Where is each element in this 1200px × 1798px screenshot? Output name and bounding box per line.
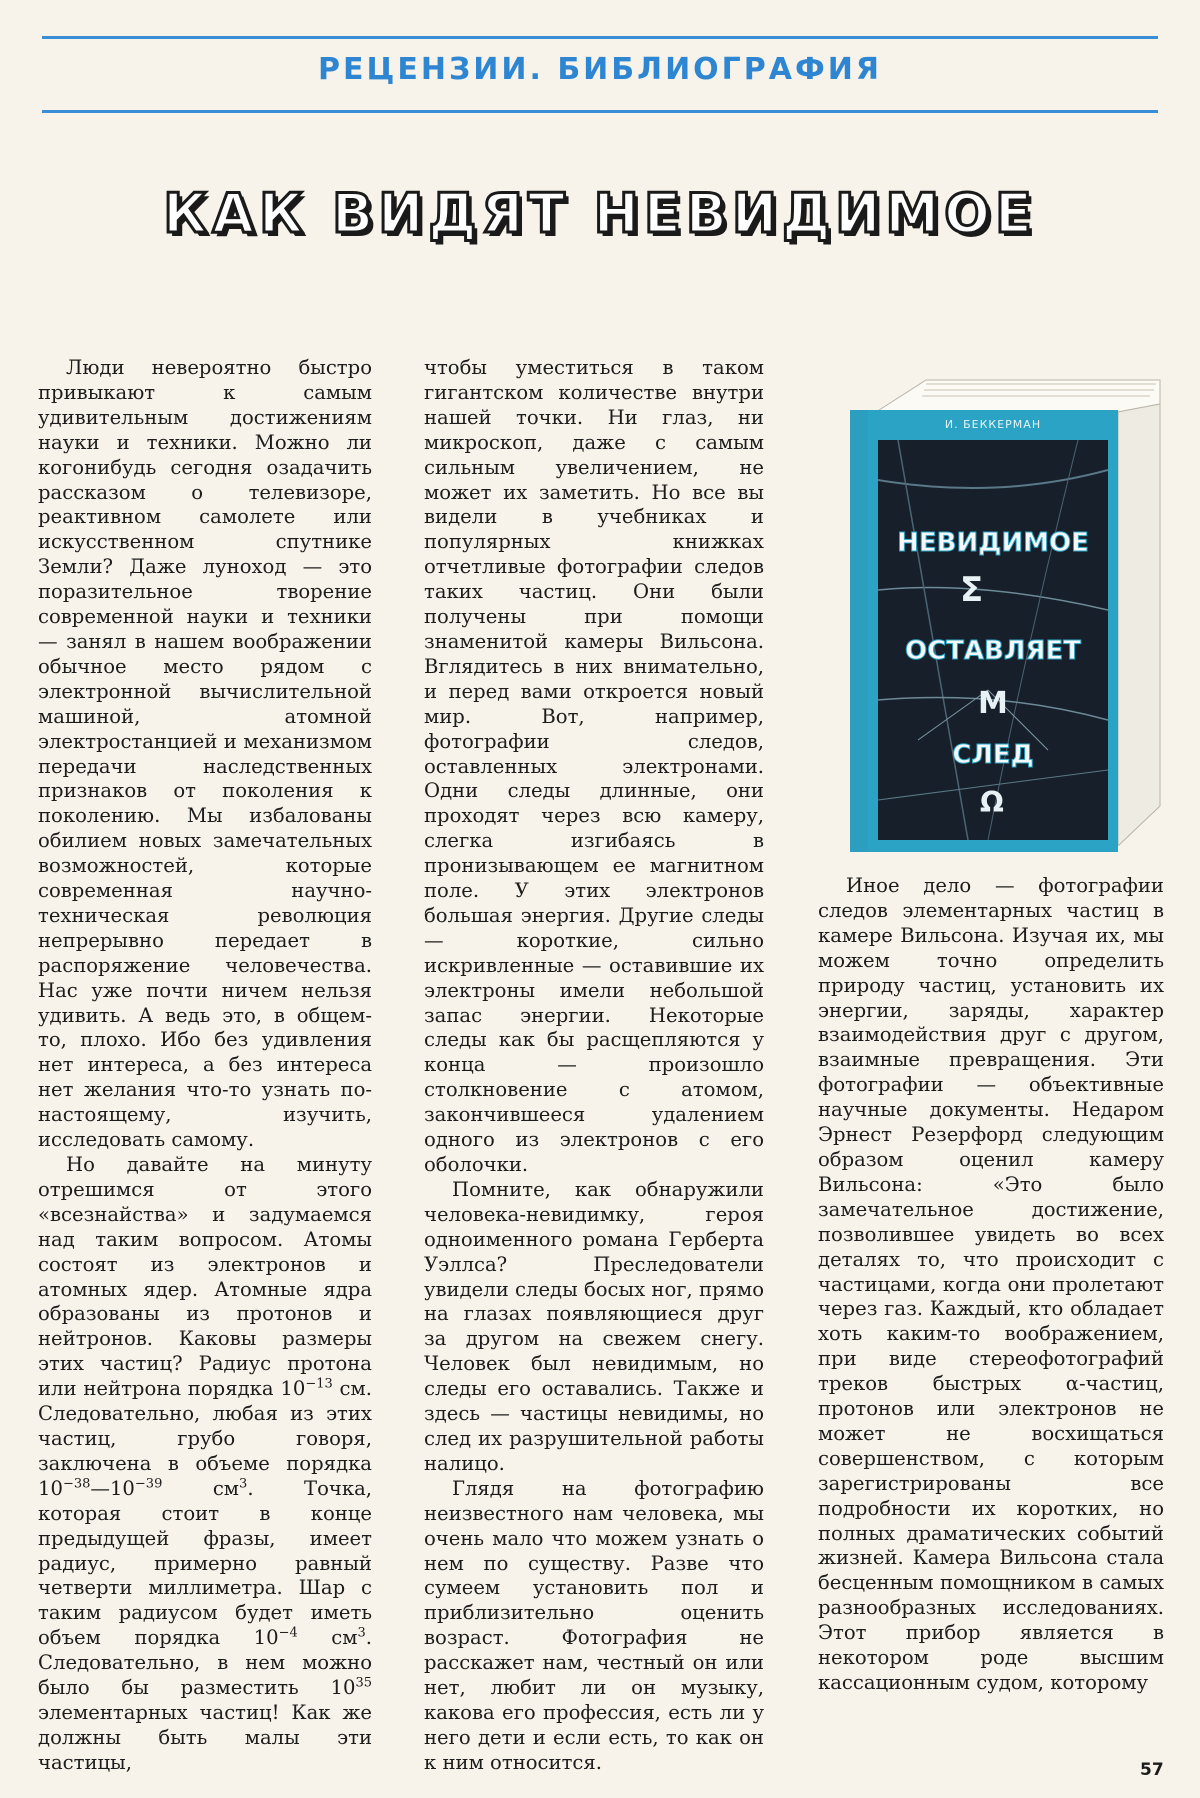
text-column-2 <box>424 356 764 1776</box>
exponent: −13 <box>305 1376 333 1392</box>
book-cover-illustration <box>850 410 1118 852</box>
text-column-3 <box>818 874 1164 1696</box>
header-rule-bottom <box>42 110 1158 113</box>
book-title-line-2: ОСТАВЛЯЕТ <box>905 636 1081 666</box>
paragraph: Люди невероятно быстро привыкают к самым удивительным достижениям науки и техники. Можно ли когонибудь сегодня озадачить рассказом о телевизоре, реактивном самолете или искусственном спутнике Земли? Даже луноход — это поразительное творение современной науки и техники — занял в нашем воображении обычное место рядом с электронной вычислительной машиной, атомной электростанцией и механизмом передачи наследственных признаков от поколения к поколению. Мы избалованы обилием новых замечательных возможностей, которые современная научно-техническая революция непрерывно передает в распоряжение человечества. Нас уже почти ничем нельзя удивить. А ведь это, в общем-то, плохо. Ибо без удивления нет интереса, а без интереса нет желания что-то узнать по-настоящему, изучить, исследовать самому. <box>38 356 372 1152</box>
exponent: −4 <box>278 1625 298 1641</box>
exponent: 3 <box>357 1625 366 1641</box>
exponent: −39 <box>134 1476 163 1492</box>
book-front <box>868 410 1118 852</box>
paragraph: Помните, как обнаружили человека-невидимку, героя одноименного романа Герберта Уэллса? Преследователи увидели следы босых ног, прямо на глазах появляющиеся друг за другом на свежем снегу. Человек был невидимым, но следы его оставались. Также и здесь — частицы невидимы, но след их разрушительной работы налицо. <box>424 1177 764 1475</box>
article-title: КАК ВИДЯТ НЕВИДИМОЕ <box>163 182 1037 245</box>
paragraph: чтобы уместиться в таком гигантском количестве внутри нашей точки. Ни глаз, ни микроскоп, даже с самым сильным увеличением, не может их заметить. Но все вы видели в учебниках и популярных книжках отчетливые фотографии следов таких частиц. Они были получены при помощи знаменитой камеры Вильсона. Вглядитесь в них внимательно, и перед вами откроется новый мир. Вот, например, фотографии следов, оставленных электронами. Одни следы длинные, они проходят через всю камеру, слегка изгибаясь в пронизывающем ее магнитном поле. У этих электронов большая энергия. Другие следы — короткие, сильно искривленные — оставившие их электроны имели небольшой запас энергии. Некоторые следы как бы расщепляются у конца — произошло столкновение с атомом, закончившееся удалением одного из электронов с его оболочки. <box>424 356 764 1176</box>
m-glyph: M <box>978 686 1008 721</box>
page-number: 57 <box>1140 1760 1164 1780</box>
section-header: РЕЦЕНЗИИ. БИБЛИОГРАФИЯ <box>318 52 882 87</box>
exponent: 35 <box>355 1675 372 1691</box>
omega-glyph: Ω <box>980 786 1004 819</box>
exponent: −38 <box>62 1476 91 1492</box>
book-title-line-3: СЛЕД <box>952 740 1034 770</box>
paragraph: Но давайте на минуту отрешимся от этого «всезнайства» и задумаемся над таким вопросом. Атомы состоят из электронов и атомных ядер. Атомные ядра образованы из протонов и нейтронов. Каковы размеры этих частиц? Радиус протона или нейтрона порядка $10^{-13}$ см. Следовательно, любая из этих частиц, грубо говоря, заключена в объеме порядка $10^{-38}—10^{-39}$ $см^3$. Точка, которая стоит в конце предыдущей фразы, имеет радиус, примерно равный четверти миллиметра. Шар с таким радиусом будет иметь объем порядка $10^{-4}$ $см^3$. Следовательно, в нем можно было бы разместить $10^{35}$ элементарных частиц! Как же должны быть малы эти частицы, <box>38 1153 372 1774</box>
sigma-glyph: Σ <box>960 570 984 610</box>
header-rule-top <box>42 36 1158 39</box>
text-column-1 <box>38 356 372 1776</box>
exponent: 3 <box>239 1476 248 1492</box>
book-author: И. БЕККЕРМАН <box>944 418 1042 431</box>
book-title-line-1: НЕВИДИМОЕ <box>897 528 1089 558</box>
paragraph: Иное дело — фотографии следов элементарных частиц в камере Вильсона. Изучая их, мы можем точно определить природу частиц, установить их энергии, заряды, характер взаимодействия друг с другом, взаимные превращения. Эти фотографии — объективные научные документы. Недаром Эрнест Резерфорд следующим образом оценил камеру Вильсона: «Это было замечательное достижение, позволившее увидеть во всех деталях то, что происходит с частицами, когда они пролетают через газ. Каждый, кто обладает хоть каким-то воображением, при виде стереофотографий треков быстрых α-частиц, протонов или электронов не может не восхищаться совершенством, с которым зарегистрированы все подробности их коротких, но полных драматических событий жизней. Камера Вильсона стала бесценным помощником в самых разнообразных исследованиях. Этот прибор является в некотором роде высшим кассационным судом, которому <box>818 874 1164 1694</box>
paragraph: Глядя на фотографию неизвестного нам человека, мы очень мало что можем узнать о нем по существу. Разве что сумеем установить пол и приблизительно оценить возраст. Фотография не расскажет нам, честный он или нет, любит ли он музыку, какова его профессия, есть ли у него дети и если есть, то как он к ним относится. <box>424 1476 764 1774</box>
book-spine <box>850 410 868 852</box>
